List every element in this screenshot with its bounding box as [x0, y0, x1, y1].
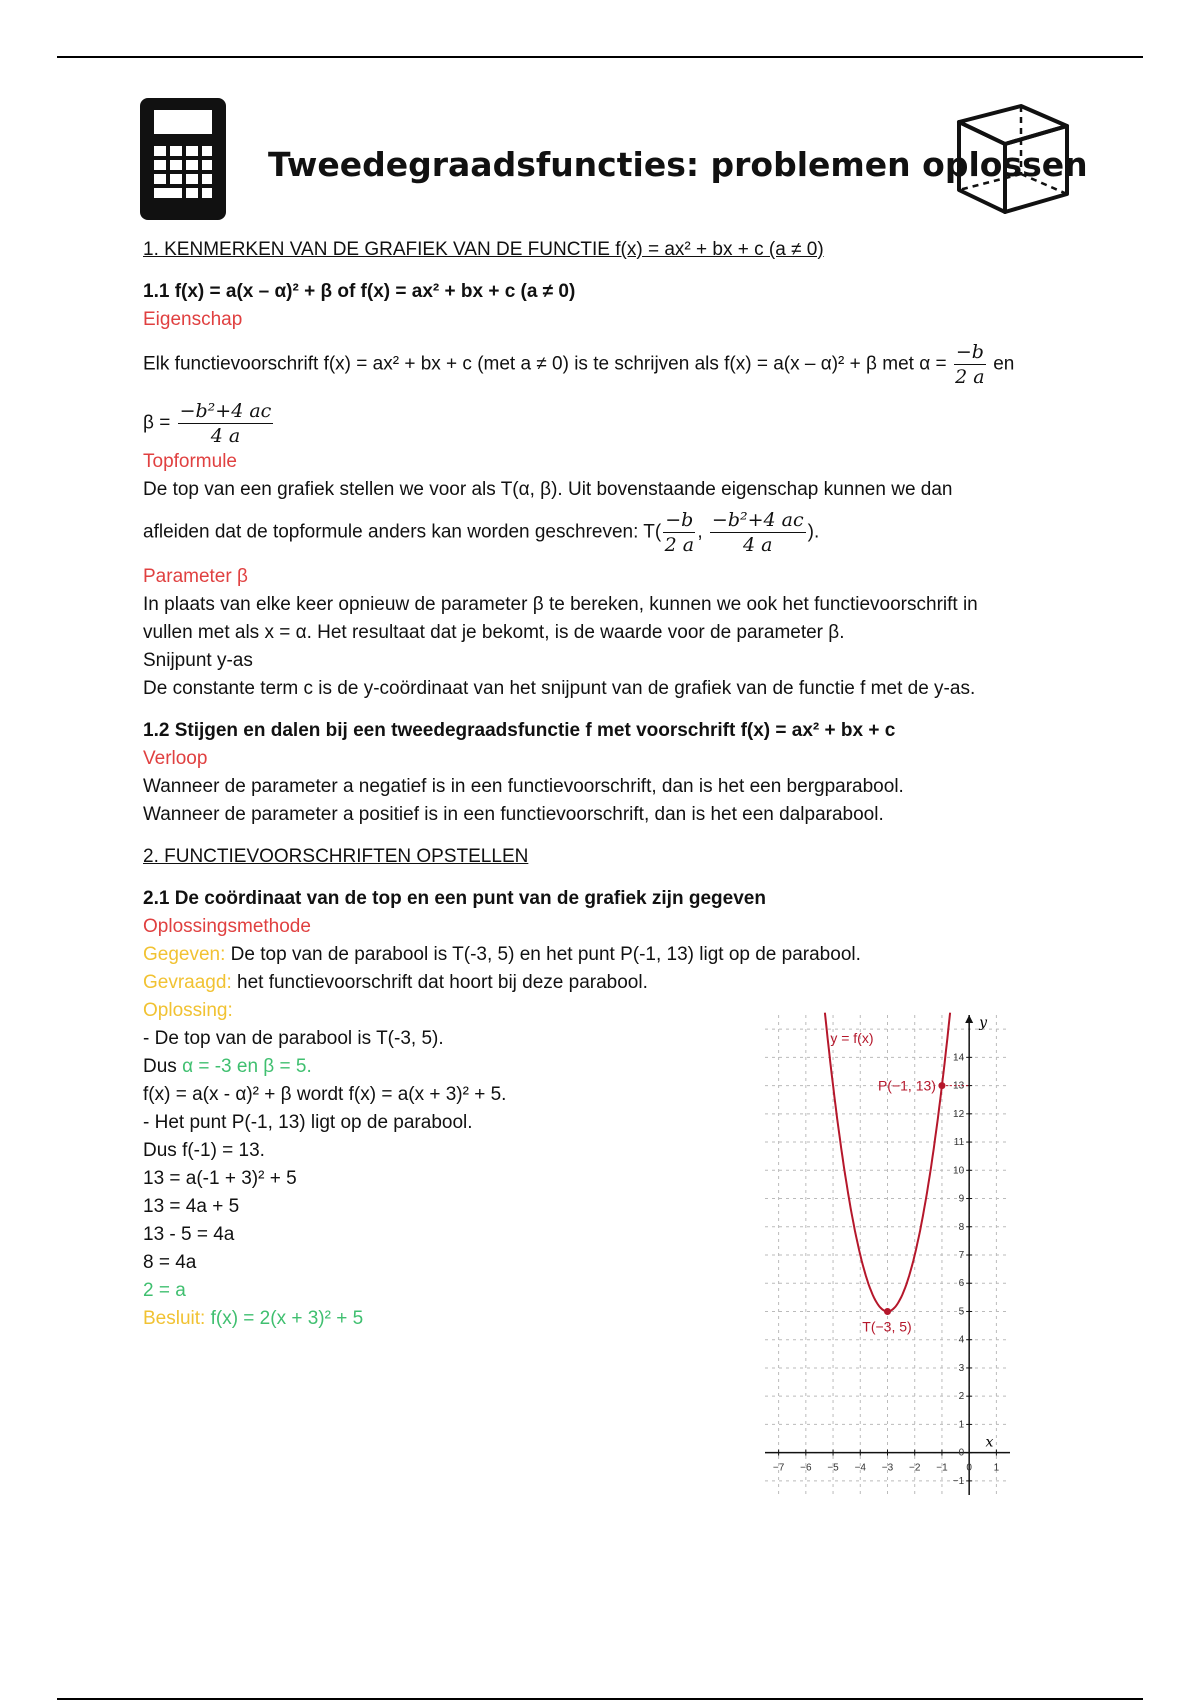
y-tick-label: 11 — [953, 1137, 965, 1149]
y-tick-label: 12 — [953, 1108, 965, 1120]
point-label: P(−1, 13) — [877, 1077, 936, 1094]
section2-heading: 2. FUNCTIEVOORSCHRIFTEN OPSTELLEN — [143, 846, 529, 867]
section1-2-heading: 1.2 Stijgen en dalen bij een tweedegraadsfunctie f met voorschrift f(x) = ax² + bx + c — [143, 720, 896, 741]
section2-1-heading: 2.1 De coördinaat van de top en een punt van de grafiek zijn gegeven — [143, 888, 766, 909]
oplossing-label: Oplossing: — [143, 1000, 233, 1021]
y-tick-label: 9 — [958, 1193, 965, 1205]
snijpunt-label: Snijpunt y-as — [143, 650, 253, 671]
parameter-line1: In plaats van elke keer opnieuw de parameter β te bereken, kunnen we ook het functievoorschrift in — [143, 594, 978, 615]
eigenschap-text: Elk functievoorschrift f(x) = ax² + bx + c (met a ≠ 0) is te schrijven als f(x) = a(x – α)² + β met α = — [143, 353, 947, 375]
section1-heading: 1. KENMERKEN VAN DE GRAFIEK VAN DE FUNCTIE f(x) = ax² + bx + c (a ≠ 0) — [143, 239, 824, 260]
alpha-numerator: −b — [955, 341, 984, 363]
y-tick-label: 13 — [953, 1080, 965, 1092]
alpha-denominator: 2 a — [955, 366, 985, 388]
step-3: - Het punt P(-1, 13) ligt op de parabool. — [143, 1112, 473, 1133]
cube-icon — [955, 100, 1073, 218]
y-tick-label: 2 — [958, 1391, 965, 1403]
label-verloop: Verloop — [143, 748, 208, 769]
gevraagd-line — [143, 969, 1093, 997]
curve-label: y = f(x) — [830, 1030, 874, 1047]
y-tick-label: 14 — [953, 1052, 965, 1064]
step-5: 13 = a(-1 + 3)² + 5 — [143, 1168, 297, 1189]
x-tick-label: −6 — [800, 1462, 812, 1474]
beta-prefix: β = — [143, 412, 171, 434]
topformule-line2-text: afleiden dat de topformule anders kan worden geschreven: T( — [143, 521, 662, 543]
besluit-text: f(x) = 2(x + 3)² + 5 — [205, 1308, 364, 1329]
result-line: 2 = a — [143, 1280, 186, 1301]
snijpunt-text: De constante term c is de y-coördinaat van het snijpunt van de grafiek van de functie f met de y-as. — [143, 678, 976, 699]
label-parameter: Parameter β — [143, 566, 248, 587]
beta-numerator: −b²+4 ac — [179, 400, 272, 422]
beta-formula — [143, 399, 1093, 448]
beta-denominator: 4 a — [210, 425, 241, 447]
gegeven-label: Gegeven: — [143, 944, 226, 965]
dus-label: Dus — [143, 1056, 183, 1077]
x-axis-label: x — [985, 1434, 994, 1451]
y-axis-arrow — [965, 1015, 973, 1023]
y-tick-label: 5 — [958, 1306, 965, 1318]
top-alpha-denominator: 2 a — [664, 534, 695, 556]
top-beta-denominator: 4 a — [743, 534, 773, 556]
top-alpha-fraction — [663, 508, 695, 557]
step-1: - De top van de parabool is T(-3, 5). — [143, 1028, 444, 1049]
y-tick-label: 7 — [958, 1250, 965, 1261]
parameter-line2: vullen met als x = α. Het resultaat dat je bekomt, is de waarde voor de parameter β. — [143, 622, 845, 643]
dus-values: α = -3 en β = 5. — [182, 1056, 312, 1077]
top-beta-fraction — [710, 508, 806, 557]
verloop-line1: Wanneer de parameter a negatief is in een functievoorschrift, dan is het een bergparabool. — [143, 776, 904, 797]
y-tick-label: −1 — [952, 1475, 965, 1487]
x-tick-label: −4 — [854, 1462, 866, 1474]
top-alpha-numerator: −b — [665, 509, 694, 531]
label-topformule: Topformule — [143, 451, 237, 472]
page-title: Tweedegraadsfuncties: problemen oplossen — [268, 145, 1088, 184]
y-tick-label: 3 — [958, 1362, 965, 1374]
label-oplossingsmethode: Oplossingsmethode — [143, 916, 311, 937]
y-tick-label: 1 — [958, 1419, 965, 1431]
y-tick-label: 8 — [958, 1221, 965, 1233]
alpha-fraction — [954, 340, 986, 389]
y-tick-label: 0 — [958, 1447, 965, 1459]
gegeven-text: De top van de parabool is T(-3, 5) en het punt P(-1, 13) ligt op de parabool. — [225, 944, 861, 965]
step-7: 13 - 5 = 4a — [143, 1224, 235, 1245]
eigenschap-paragraph — [143, 340, 1093, 389]
point-label: T(−3, 5) — [862, 1318, 912, 1335]
en-word: en — [993, 353, 1015, 375]
top-beta-numerator: −b²+4 ac — [711, 509, 804, 531]
y-tick-label: 4 — [958, 1334, 965, 1346]
top-rule — [57, 56, 1143, 58]
y-axis-label: y — [979, 1015, 988, 1031]
parabola-graph — [760, 1010, 1020, 1510]
besluit-label: Besluit: — [143, 1308, 206, 1329]
gevraagd-label: Gevraagd: — [143, 972, 232, 993]
y-tick-label: 6 — [958, 1278, 965, 1290]
x-tick-label: −3 — [881, 1462, 894, 1474]
x-tick-label: −7 — [772, 1462, 785, 1474]
x-tick-label: −2 — [909, 1462, 921, 1474]
section1-1-heading: 1.1 f(x) = a(x – α)² + β of f(x) = ax² + bx + c (a ≠ 0) — [143, 281, 576, 302]
y-tick-label: 10 — [953, 1165, 965, 1177]
label-eigenschap: Eigenschap — [143, 309, 243, 330]
gevraagd-text: het functievoorschrift dat hoort bij deze parabool. — [231, 972, 648, 993]
x-tick-label: −1 — [936, 1462, 948, 1474]
gegeven-line — [143, 941, 1093, 969]
step-2: f(x) = a(x - α)² + β wordt f(x) = a(x + 3)² + 5. — [143, 1084, 507, 1105]
step-4: Dus f(-1) = 13. — [143, 1140, 265, 1161]
point-marker — [884, 1308, 891, 1315]
beta-fraction — [178, 399, 274, 448]
x-tick-label: −5 — [827, 1462, 839, 1474]
verloop-line2: Wanneer de parameter a positief is in een functievoorschrift, dan is het een dalparabool. — [143, 804, 884, 825]
step-8: 8 = 4a — [143, 1252, 197, 1273]
calculator-icon — [140, 98, 226, 220]
topformule-line2: afleiden dat de topformule anders kan worden geschreven: T( $\frac{-b}{2 a}$ , $\frac{\text{−b²+4 ac}}{4 a}$ ). — [143, 509, 820, 556]
topformule-line1: De top van een grafiek stellen we voor als T(α, β). Uit bovenstaande eigenschap kunnen we dan — [143, 479, 953, 500]
top-close: ). — [807, 521, 820, 543]
step-6: 13 = 4a + 5 — [143, 1196, 240, 1217]
x-tick-label: 1 — [993, 1462, 1000, 1474]
x-tick-label: 0 — [966, 1462, 972, 1474]
